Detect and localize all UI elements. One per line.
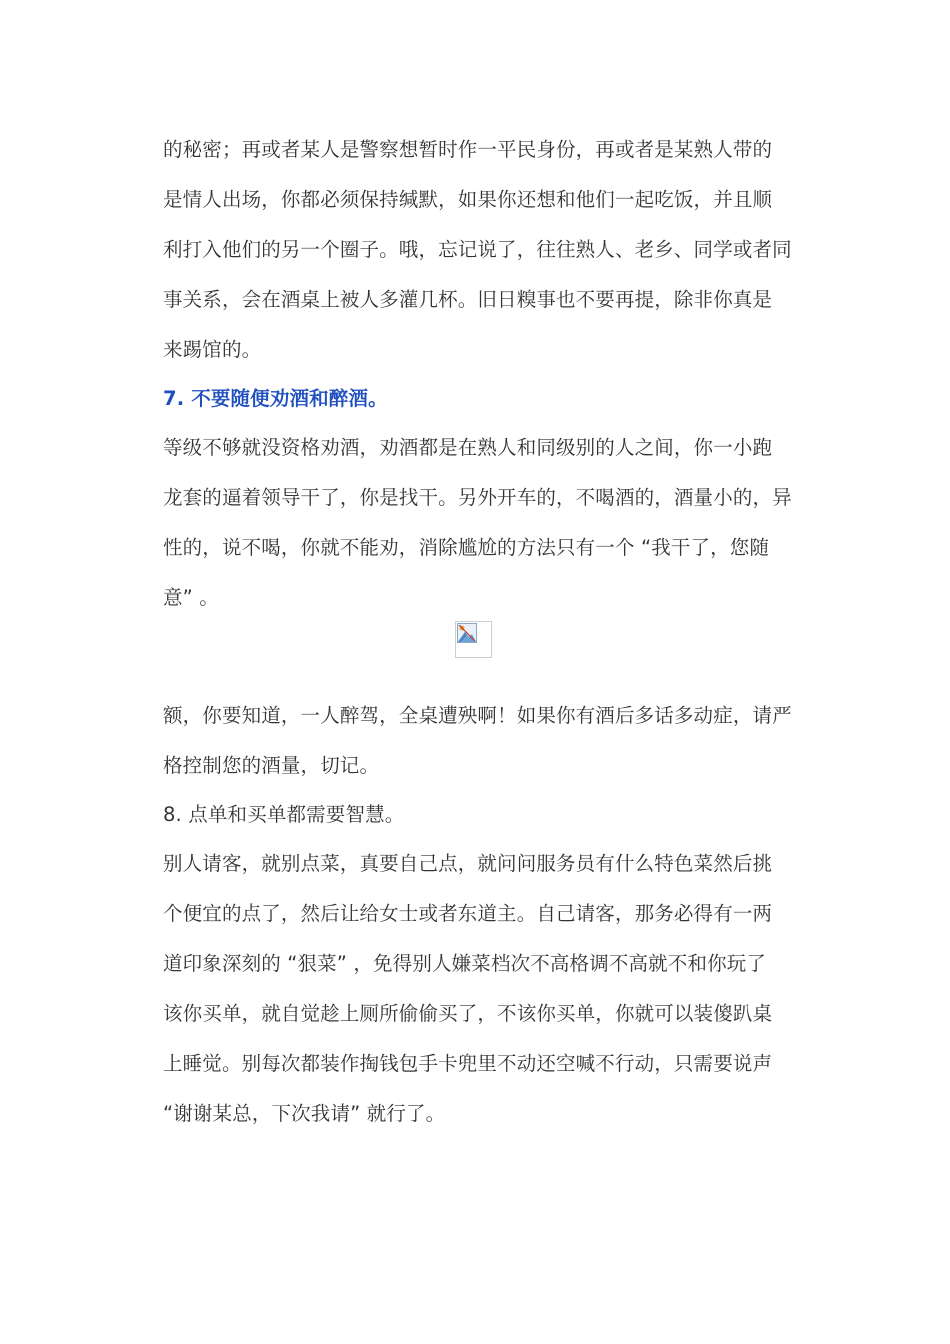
paragraph-line: 格控制您的酒量，切记。 bbox=[163, 754, 380, 777]
paragraph-line: 是情人出场，你都必须保持缄默，如果你还想和他们一起吃饭，并且顺 bbox=[163, 188, 773, 211]
paragraph-line: 别人请客，就别点菜，真要自己点，就问问服务员有什么特色菜然后挑 bbox=[163, 852, 773, 875]
paragraph-line: 上睡觉。别每次都装作掏钱包手卡兜里不动还空喊不行动，只需要说声 bbox=[163, 1052, 773, 1075]
paragraph-line: 个便宜的点了，然后让给女士或者东道主。自己请客，那务必得有一两 bbox=[163, 902, 773, 925]
paragraph-line: “谢谢某总，下次我请” 就行了。 bbox=[163, 1102, 446, 1125]
paragraph-line: 该你买单，就自觉趁上厕所偷偷买了，不该你买单，你就可以装傻趴桌 bbox=[163, 1002, 773, 1025]
paragraph-line: 性的，说不喝，你就不能劝，消除尴尬的方法只有一个 “我干了，您随 bbox=[163, 536, 770, 559]
section-heading-8: 8. 点单和买单都需要智慧。 bbox=[163, 803, 405, 826]
embedded-image bbox=[455, 621, 492, 658]
paragraph-line: 事关系，会在酒桌上被人多灌几杯。旧日糗事也不要再提，除非你真是 bbox=[163, 288, 773, 311]
paragraph-line: 龙套的逼着领导干了，你是找干。另外开车的，不喝酒的，酒量小的，异 bbox=[163, 486, 792, 509]
paragraph-line: 利打入他们的另一个圈子。哦，忘记说了，往往熟人、老乡、同学或者同 bbox=[163, 238, 792, 261]
paragraph-line: 额，你要知道，一人醉驾，全桌遭殃啊！如果你有酒后多话多动症，请严 bbox=[163, 704, 792, 727]
broken-image-icon bbox=[457, 623, 477, 643]
section-heading-7: 7. 不要随便劝酒和醉酒。 bbox=[163, 387, 388, 410]
paragraph-line: 等级不够就没资格劝酒，劝酒都是在熟人和同级别的人之间，你一小跑 bbox=[163, 436, 773, 459]
paragraph-line: 的秘密；再或者某人是警察想暂时作一平民身份，再或者是某熟人带的 bbox=[163, 138, 773, 161]
paragraph-line: 意” 。 bbox=[163, 586, 219, 609]
paragraph-line: 道印象深刻的 “狠菜” ，免得别人嫌菜档次不高格调不高就不和你玩了 bbox=[163, 952, 767, 975]
paragraph-line: 来踢馆的。 bbox=[163, 338, 262, 361]
